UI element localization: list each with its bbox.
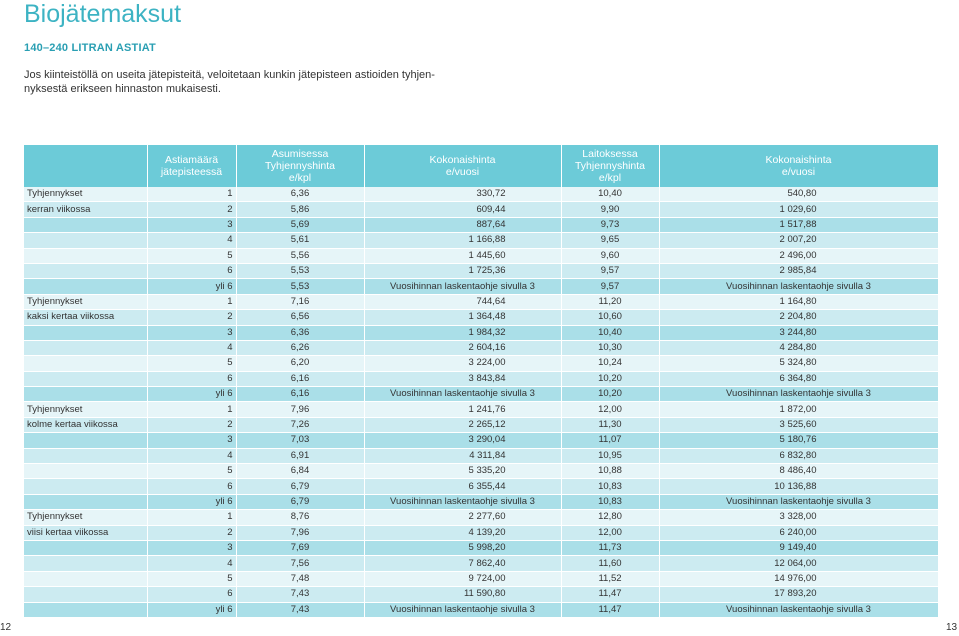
table-row	[24, 525, 938, 540]
section-subtitle: 140–240 LITRAN ASTIAT	[24, 42, 156, 54]
row-label	[24, 340, 147, 355]
container-count: 1	[147, 294, 236, 309]
table-row	[24, 356, 938, 371]
total-price-residential: 3 224,00	[364, 356, 561, 371]
unit-price-residential: 6,16	[236, 387, 364, 402]
table-row	[24, 540, 938, 555]
total-price-institution: 6 364,80	[659, 371, 938, 386]
total-price-institution: 1 164,80	[659, 294, 938, 309]
table-row	[24, 248, 938, 263]
container-count: 3	[147, 540, 236, 555]
table-row	[24, 510, 938, 525]
table-row	[24, 187, 938, 202]
total-price-residential: 887,64	[364, 217, 561, 232]
container-count: 3	[147, 217, 236, 232]
total-price-residential: 330,72	[364, 187, 561, 202]
unit-price-institution: 10,83	[561, 479, 659, 494]
intro-text	[24, 69, 444, 96]
row-label	[24, 371, 147, 386]
total-price-residential: Vuosihinnan laskentaohje sivulla 3	[364, 279, 561, 294]
table-row	[24, 494, 938, 509]
total-price-institution: 6 832,80	[659, 448, 938, 463]
unit-price-institution: 12,80	[561, 510, 659, 525]
unit-price-residential: 5,61	[236, 233, 364, 248]
total-price-institution: Vuosihinnan laskentaohje sivulla 3	[659, 279, 938, 294]
container-count: 1	[147, 402, 236, 417]
total-price-residential: 1 166,88	[364, 233, 561, 248]
unit-price-residential: 7,96	[236, 402, 364, 417]
unit-price-residential: 6,84	[236, 464, 364, 479]
total-price-institution: Vuosihinnan laskentaohje sivulla 3	[659, 602, 938, 617]
container-count: 4	[147, 233, 236, 248]
total-price-residential: 744,64	[364, 294, 561, 309]
unit-price-institution: 11,47	[561, 602, 659, 617]
unit-price-residential: 6,20	[236, 356, 364, 371]
container-count: yli 6	[147, 279, 236, 294]
total-price-institution: 9 149,40	[659, 540, 938, 555]
unit-price-institution: 10,60	[561, 310, 659, 325]
page-number-right: 13	[946, 622, 958, 633]
total-price-residential: 2 277,60	[364, 510, 561, 525]
total-price-institution: 5 324,80	[659, 356, 938, 371]
total-price-residential: 2 265,12	[364, 417, 561, 432]
total-price-institution: 14 976,00	[659, 571, 938, 586]
container-count: 6	[147, 263, 236, 278]
unit-price-institution: 9,57	[561, 279, 659, 294]
unit-price-residential: 7,16	[236, 294, 364, 309]
unit-price-residential: 8,76	[236, 510, 364, 525]
page-number-left: 12	[0, 622, 12, 633]
page-title: Biojätemaksut	[24, 0, 182, 28]
total-price-institution: 2 007,20	[659, 233, 938, 248]
total-price-residential: 4 139,20	[364, 525, 561, 540]
container-count: 3	[147, 325, 236, 340]
row-label	[24, 464, 147, 479]
table-row	[24, 448, 938, 463]
unit-price-residential: 5,53	[236, 279, 364, 294]
row-label	[24, 279, 147, 294]
unit-price-residential: 7,69	[236, 540, 364, 555]
total-price-residential: 6 355,44	[364, 479, 561, 494]
container-count: 2	[147, 202, 236, 217]
unit-price-institution: 9,57	[561, 263, 659, 278]
unit-price-residential: 6,56	[236, 310, 364, 325]
row-label	[24, 556, 147, 571]
row-label: kolme kertaa viikossa	[24, 417, 147, 432]
container-count: 1	[147, 187, 236, 202]
unit-price-institution: 12,00	[561, 525, 659, 540]
row-label	[24, 571, 147, 586]
total-price-institution: 10 136,88	[659, 479, 938, 494]
unit-price-institution: 10,95	[561, 448, 659, 463]
total-price-institution: 1 872,00	[659, 402, 938, 417]
total-price-residential: 7 862,40	[364, 556, 561, 571]
row-label	[24, 263, 147, 278]
total-price-institution: 3 244,80	[659, 325, 938, 340]
total-price-residential: Vuosihinnan laskentaohje sivulla 3	[364, 602, 561, 617]
header-total-residential: Kokonaishinta e/vuosi	[364, 145, 561, 187]
container-count: 5	[147, 248, 236, 263]
total-price-residential: 1 445,60	[364, 248, 561, 263]
total-price-institution: 17 893,20	[659, 587, 938, 602]
total-price-institution: 3 525,60	[659, 417, 938, 432]
unit-price-institution: 10,24	[561, 356, 659, 371]
unit-price-institution: 9,65	[561, 233, 659, 248]
row-label: Tyhjennykset	[24, 402, 147, 417]
unit-price-institution: 10,40	[561, 187, 659, 202]
total-price-residential: 3 290,04	[364, 433, 561, 448]
table-row	[24, 294, 938, 309]
total-price-residential: 4 311,84	[364, 448, 561, 463]
container-count: 2	[147, 417, 236, 432]
table-row	[24, 464, 938, 479]
total-price-residential: 2 604,16	[364, 340, 561, 355]
unit-price-institution: 9,60	[561, 248, 659, 263]
row-label	[24, 217, 147, 232]
total-price-institution: 6 240,00	[659, 525, 938, 540]
unit-price-residential: 5,69	[236, 217, 364, 232]
unit-price-residential: 6,79	[236, 479, 364, 494]
row-label	[24, 233, 147, 248]
container-count: yli 6	[147, 387, 236, 402]
container-count: 2	[147, 310, 236, 325]
container-count: yli 6	[147, 494, 236, 509]
table-row	[24, 417, 938, 432]
unit-price-residential: 7,43	[236, 587, 364, 602]
row-label	[24, 433, 147, 448]
row-label	[24, 448, 147, 463]
table-row	[24, 433, 938, 448]
unit-price-institution: 10,40	[561, 325, 659, 340]
container-count: 4	[147, 448, 236, 463]
row-label	[24, 248, 147, 263]
total-price-residential: 1 984,32	[364, 325, 561, 340]
unit-price-residential: 6,79	[236, 494, 364, 509]
unit-price-residential: 6,36	[236, 325, 364, 340]
unit-price-residential: 7,43	[236, 602, 364, 617]
total-price-institution: Vuosihinnan laskentaohje sivulla 3	[659, 494, 938, 509]
unit-price-institution: 11,20	[561, 294, 659, 309]
unit-price-residential: 7,96	[236, 525, 364, 540]
table-row	[24, 217, 938, 232]
total-price-institution: 540,80	[659, 187, 938, 202]
total-price-institution: 5 180,76	[659, 433, 938, 448]
unit-price-institution: 9,73	[561, 217, 659, 232]
table-row	[24, 571, 938, 586]
unit-price-residential: 7,56	[236, 556, 364, 571]
total-price-residential: Vuosihinnan laskentaohje sivulla 3	[364, 387, 561, 402]
container-count: 5	[147, 356, 236, 371]
container-count: 5	[147, 571, 236, 586]
total-price-institution: 2 204,80	[659, 310, 938, 325]
total-price-residential: 5 335,20	[364, 464, 561, 479]
row-label: Tyhjennykset	[24, 294, 147, 309]
table-row	[24, 263, 938, 278]
unit-price-residential: 7,03	[236, 433, 364, 448]
row-label: viisi kertaa viikossa	[24, 525, 147, 540]
row-label	[24, 325, 147, 340]
unit-price-residential: 6,26	[236, 340, 364, 355]
row-label: kaksi kertaa viikossa	[24, 310, 147, 325]
table-row	[24, 556, 938, 571]
unit-price-institution: 9,90	[561, 202, 659, 217]
row-label: Tyhjennykset	[24, 187, 147, 202]
total-price-institution: Vuosihinnan laskentaohje sivulla 3	[659, 387, 938, 402]
table-row	[24, 387, 938, 402]
unit-price-residential: 6,36	[236, 187, 364, 202]
total-price-residential: 1 241,76	[364, 402, 561, 417]
unit-price-residential: 7,48	[236, 571, 364, 586]
container-count: 4	[147, 556, 236, 571]
total-price-residential: 9 724,00	[364, 571, 561, 586]
unit-price-institution: 10,30	[561, 340, 659, 355]
header-unit-institution: Laitoksessa Tyhjennyshinta e/kpl	[561, 145, 659, 187]
total-price-residential: 3 843,84	[364, 371, 561, 386]
table-row	[24, 602, 938, 617]
header-unit-residential: Asumisessa Tyhjennyshinta e/kpl	[236, 145, 364, 187]
table-row	[24, 402, 938, 417]
row-label	[24, 479, 147, 494]
total-price-institution: 4 284,80	[659, 340, 938, 355]
row-label: kerran viikossa	[24, 202, 147, 217]
table-row	[24, 371, 938, 386]
container-count: 4	[147, 340, 236, 355]
total-price-institution: 1 517,88	[659, 217, 938, 232]
total-price-institution: 8 486,40	[659, 464, 938, 479]
row-label	[24, 540, 147, 555]
container-count: 2	[147, 525, 236, 540]
container-count: 6	[147, 587, 236, 602]
total-price-institution: 12 064,00	[659, 556, 938, 571]
container-count: 5	[147, 464, 236, 479]
total-price-residential: 1 364,48	[364, 310, 561, 325]
container-count: 6	[147, 371, 236, 386]
row-label: Tyhjennykset	[24, 510, 147, 525]
unit-price-institution: 11,07	[561, 433, 659, 448]
table-row	[24, 325, 938, 340]
unit-price-institution: 11,47	[561, 587, 659, 602]
container-count: yli 6	[147, 602, 236, 617]
total-price-residential: 1 725,36	[364, 263, 561, 278]
unit-price-institution: 11,73	[561, 540, 659, 555]
table-row	[24, 233, 938, 248]
total-price-residential: Vuosihinnan laskentaohje sivulla 3	[364, 494, 561, 509]
row-label	[24, 356, 147, 371]
total-price-residential: 609,44	[364, 202, 561, 217]
total-price-residential: 5 998,20	[364, 540, 561, 555]
unit-price-institution: 12,00	[561, 402, 659, 417]
table-row	[24, 479, 938, 494]
header-label	[24, 145, 147, 187]
total-price-institution: 2 496,00	[659, 248, 938, 263]
header-total-institution: Kokonaishinta e/vuosi	[659, 145, 938, 187]
container-count: 1	[147, 510, 236, 525]
unit-price-residential: 5,56	[236, 248, 364, 263]
total-price-institution: 3 328,00	[659, 510, 938, 525]
row-label	[24, 587, 147, 602]
intro-text-content: Jos kiinteistöllä on useita jätepisteitä, veloitetaan kunkin jätepisteen astioiden tyhjen- nyksestä erikseen hinnaston mukaisesti.	[24, 69, 435, 95]
table-row	[24, 310, 938, 325]
table-row	[24, 279, 938, 294]
unit-price-institution: 10,88	[561, 464, 659, 479]
table-row	[24, 202, 938, 217]
unit-price-institution: 11,30	[561, 417, 659, 432]
table-row	[24, 587, 938, 602]
total-price-institution: 1 029,60	[659, 202, 938, 217]
row-label	[24, 494, 147, 509]
fee-table-body	[24, 187, 938, 617]
unit-price-residential: 7,26	[236, 417, 364, 432]
row-label	[24, 387, 147, 402]
unit-price-institution: 11,60	[561, 556, 659, 571]
container-count: 6	[147, 479, 236, 494]
row-label	[24, 602, 147, 617]
table-header-row	[24, 145, 938, 187]
unit-price-residential: 6,91	[236, 448, 364, 463]
fee-table	[24, 145, 939, 618]
unit-price-institution: 10,20	[561, 371, 659, 386]
header-count: Astiamäärä jätepisteessä	[147, 145, 236, 187]
unit-price-institution: 10,83	[561, 494, 659, 509]
container-count: 3	[147, 433, 236, 448]
table-row	[24, 340, 938, 355]
unit-price-residential: 6,16	[236, 371, 364, 386]
unit-price-residential: 5,53	[236, 263, 364, 278]
unit-price-institution: 11,52	[561, 571, 659, 586]
unit-price-residential: 5,86	[236, 202, 364, 217]
total-price-institution: 2 985,84	[659, 263, 938, 278]
unit-price-institution: 10,20	[561, 387, 659, 402]
total-price-residential: 11 590,80	[364, 587, 561, 602]
